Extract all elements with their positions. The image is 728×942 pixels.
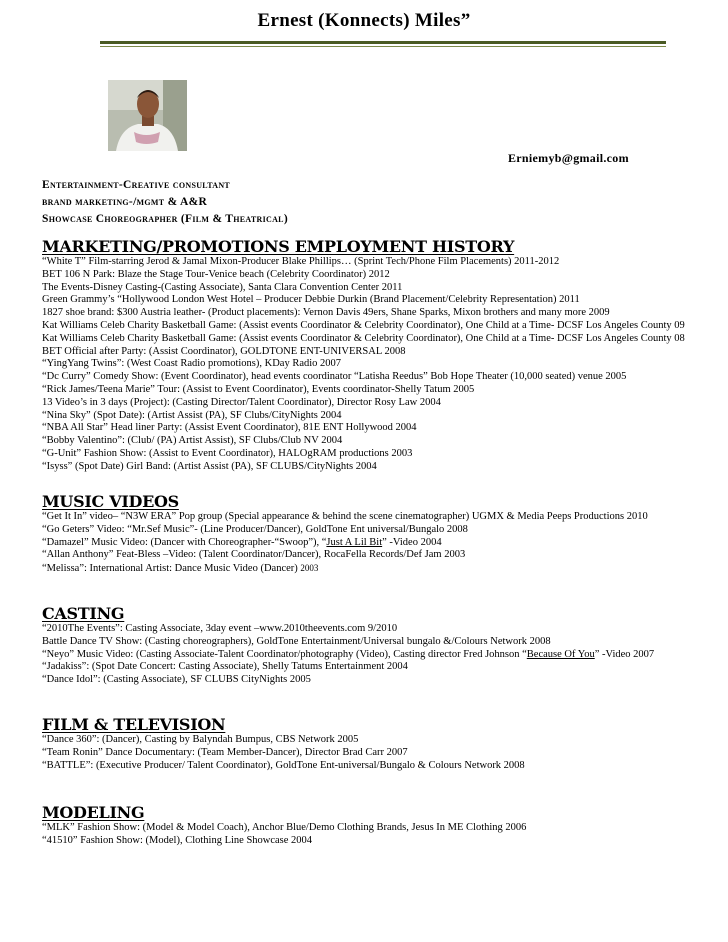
role-line: Entertainment-Creative consultant bbox=[42, 179, 231, 191]
entry-line: “Nina Sky” (Spot Date): (Artist Assist (PA), SF Clubs/CityNights 2004 bbox=[42, 409, 342, 421]
entry-line bbox=[42, 537, 722, 550]
entry-line: “YingYang Twins”: (West Coast Radio promotions), KDay Radio 2007 bbox=[42, 358, 342, 370]
entry-line: “Dance Idol”: (Casting Associate), SF CLUBS CityNights 2005 bbox=[42, 674, 311, 686]
entry-text: ” -Video 2004 bbox=[382, 536, 442, 548]
entry-line: BET 106 N Park: Blaze the Stage Tour-Venice beach (Celebrity Coordinator) 2012 bbox=[42, 268, 390, 280]
entry-line: Green Grammy’s “Hollywood London West Hotel – Producer Debbie Durkin (Brand Placement/Celebrity Representation) 2011 bbox=[42, 294, 580, 306]
entry-text: “Neyo” Music Video: (Casting Associate-Talent Coordinator/photography (Video), Casting director Fred Johnson “ bbox=[42, 648, 527, 660]
entry-text: ” -Video 2007 bbox=[594, 648, 655, 660]
resume-name: Ernest (Konnects) Miles” bbox=[257, 10, 471, 31]
music-videos-section bbox=[42, 493, 722, 576]
entry-line: BET Official after Party: (Assist Coordinator), GOLDTONE ENT-UNIVERSAL 2008 bbox=[42, 345, 406, 357]
marketing-section bbox=[42, 238, 722, 474]
entry-line: “BATTLE”: (Executive Producer/ Talent Coordinator), GoldTone Ent-universal/Bungalo & Colours Network 2008 bbox=[42, 759, 525, 771]
entry-line: “Dance 360”: (Dancer), Casting by Balyndah Bumpus, CBS Network 2005 bbox=[42, 734, 359, 745]
entry-line: “Team Ronin” Dance Documentary: (Team Member-Dancer), Director Brad Carr 2007 bbox=[42, 746, 408, 758]
entry-year: 2003 bbox=[300, 563, 319, 574]
section-heading: MARKETING/PROMOTIONS EMPLOYMENT HISTORY bbox=[42, 237, 515, 256]
entry-line bbox=[42, 649, 722, 662]
entry-line: Kat Williams Celeb Charity Basketball Game: (Assist events Coordinator & Celebrity Coordinator), One Child at a Time- DCSF Los Angeles County 09 bbox=[42, 319, 685, 331]
entry-line: “Allan Anthony” Feat-Bless –Video: (Talent Coordinator/Dancer), RocaFella Records/Def Jam 2003 bbox=[42, 549, 466, 561]
modeling-section bbox=[42, 804, 722, 848]
section-heading: MUSIC VIDEOS bbox=[42, 492, 179, 511]
header-rule bbox=[100, 41, 666, 44]
song-title-link[interactable]: Because Of You bbox=[526, 648, 595, 660]
song-title-link[interactable]: Just A Lil Bit bbox=[326, 536, 383, 548]
entry-line: “NBA All Star” Head liner Party: (Assist Event Coordinator), 81E ENT Hollywood 2004 bbox=[42, 422, 417, 434]
casting-section bbox=[42, 605, 722, 687]
section-heading: CASTING bbox=[42, 604, 125, 623]
section-heading: MODELING bbox=[42, 803, 145, 822]
film-television-section bbox=[42, 716, 722, 772]
section-heading: FILM & TELEVISION bbox=[42, 715, 226, 734]
entry-line: Battle Dance TV Show: (Casting choreographers), GoldTone Entertainment/Universal bungalo &/Colours Network 2008 bbox=[42, 635, 551, 647]
entry-line: 13 Video’s in 3 days (Project): (Casting Director/Talent Coordinator), Director Rosy Law 2004 bbox=[42, 396, 441, 408]
header-rule-thin bbox=[100, 46, 666, 47]
entry-line: “Dc Curry” Comedy Show: (Event Coordinator), head events coordinator “Latisha Reedus” Bob Hope Theater (10,000 seated) venue 2005 bbox=[42, 371, 627, 383]
entry-line: “White T” Film-starring Jerod & Jamal Mixon-Producer Blake Phillips… (Sprint Tech/Phone Film Placements) 2011-2012 bbox=[42, 256, 560, 267]
role-summary bbox=[42, 177, 288, 228]
entry-line: The Events-Disney Casting-(Casting Associate), Santa Clara Convention Center 2011 bbox=[42, 281, 403, 293]
entry-line: 1827 shoe brand: $300 Austria leather- (Product placements): Vernon Davis 49ers, Shane Sparks, Mixon brothers and many more 2009 bbox=[42, 307, 610, 319]
entry-line: “G-Unit” Fashion Show: (Assist to Event Coordinator), HALOgRAM productions 2003 bbox=[42, 447, 413, 459]
entry-text: “Damazel” Music Video: (Dancer with Choreographer-“Swoop”), “ bbox=[42, 536, 327, 548]
entry-line: “41510” Fashion Show: (Model), Clothing Line Showcase 2004 bbox=[42, 834, 313, 846]
entry-line: “2010The Events”: Casting Associate, 3day event –www.2010theevents.com 9/2010 bbox=[42, 623, 398, 634]
entry-line: “Bobby Valentino”: (Club/ (PA) Artist Assist), SF Clubs/Club NV 2004 bbox=[42, 435, 343, 447]
role-line: Showcase Choreographer (Film & Theatrical) bbox=[42, 213, 288, 225]
entry-line: “Isyss” (Spot Date) Girl Band: (Artist Assist (PA), SF CLUBS/CityNights 2004 bbox=[42, 460, 377, 472]
entry-line: “Go Geters” Video: “Mr.Sef Music”- (Line Producer/Dancer), GoldTone Ent universal/Bungalo 2008 bbox=[42, 523, 468, 535]
entry-line bbox=[42, 562, 722, 576]
email-address: Erniemyb@gmail.com bbox=[508, 151, 629, 165]
entry-line: “Rick James/Teena Marie” Tour: (Assist to Event Coordinator), Events coordinator-Shelly Tatum 2005 bbox=[42, 383, 475, 395]
role-line: brand marketing-/mgmt & A&R bbox=[42, 196, 208, 208]
entry-line: “Jadakiss”: (Spot Date Concert: Casting Associate), Shelly Tatums Entertainment 2004 bbox=[42, 661, 408, 673]
entry-line: “MLK” Fashion Show: (Model & Model Coach), Anchor Blue/Demo Clothing Brands, Jesus In ME Clothing 2006 bbox=[42, 822, 527, 833]
entry-text: “Melissa”: International Artist: Dance Music Video (Dancer) bbox=[42, 563, 301, 575]
entry-line: “Get It In” video– “N3W ERA” Pop group (Special appearance & behind the scene cinematographer) UGMX & Media Peeps Productions 2010 bbox=[42, 511, 648, 522]
profile-photo bbox=[108, 80, 187, 151]
entry-line: Kat Williams Celeb Charity Basketball Game: (Assist events Coordinator & Celebrity Coordinator), One Child at a Time- DCSF Los Angeles County 08 bbox=[42, 332, 685, 344]
